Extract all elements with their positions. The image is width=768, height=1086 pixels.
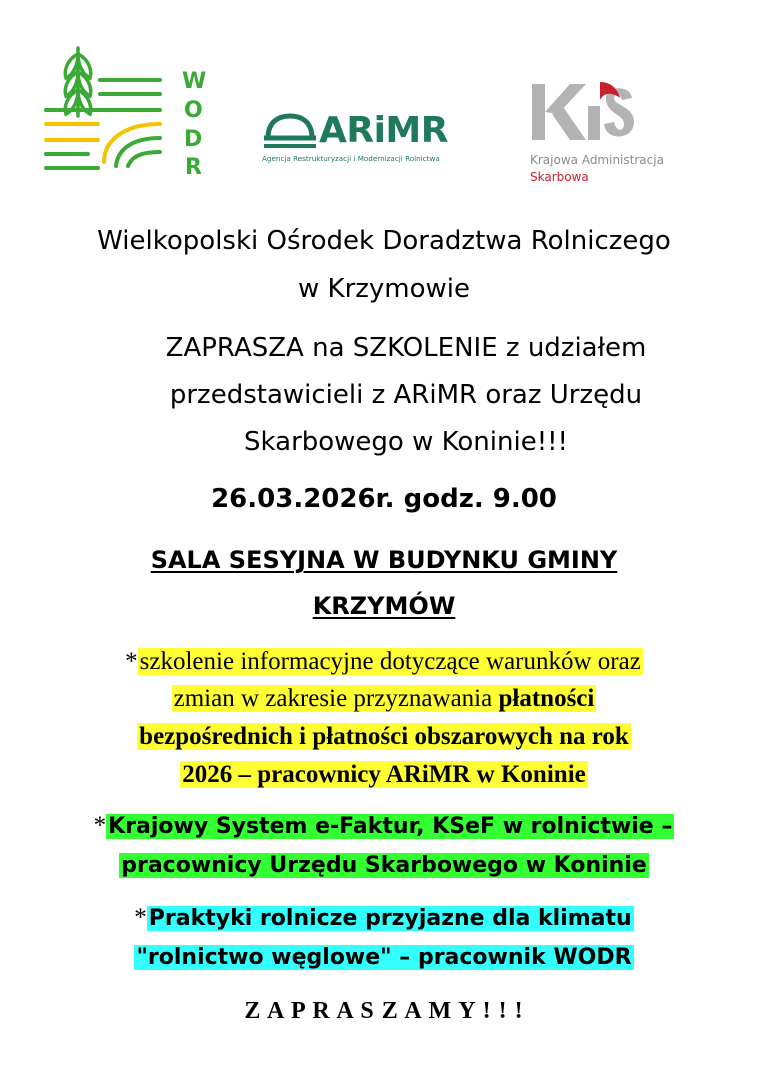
venue-line-2: KRZYMÓW bbox=[312, 592, 456, 620]
wodr-emblem-icon bbox=[42, 42, 217, 177]
arimr-wordmark: ARiMR bbox=[319, 110, 448, 151]
topic-2-text: Krajowy System e-Faktur, KSeF w rolnictwie – bbox=[108, 814, 673, 839]
topic-1-line-4 bbox=[0, 761, 768, 789]
topic-1-line-1 bbox=[0, 648, 768, 676]
kas-name-line1: Krajowa Administracja bbox=[530, 153, 664, 167]
invitation-line-1: ZAPRASZA na SZKOLENIE z udziałem bbox=[165, 333, 647, 363]
wodr-letter: O bbox=[184, 98, 203, 123]
topic-1-highlight: płatności bbox=[498, 685, 595, 712]
topic-1-text: bezpośrednich i płatności obszarowych na rok bbox=[139, 723, 629, 750]
topic-1-line-3 bbox=[0, 723, 768, 751]
topic-3-text: "rolnictwo węglowe" – pracownik WODR bbox=[136, 945, 632, 970]
topic-3-line-1 bbox=[0, 904, 768, 932]
invitation-line-2: przedstawicieli z ARiMR oraz Urzędu bbox=[169, 380, 643, 410]
arimr-emblem-icon bbox=[262, 108, 318, 152]
bullet: * bbox=[93, 812, 107, 839]
topic-1-text: szkolenie informacyjne dotyczące warunków oraz bbox=[139, 648, 641, 675]
bullet: * bbox=[134, 904, 147, 931]
wodr-letter: D bbox=[184, 127, 203, 152]
organizer-location: w Krzymowie bbox=[297, 274, 471, 304]
topic-3-line-2 bbox=[0, 945, 768, 970]
kas-logo bbox=[528, 78, 678, 188]
topic-1-line-2 bbox=[0, 685, 768, 713]
wodr-logo bbox=[42, 42, 217, 177]
event-date: 26.03.2026r. godz. 9.00 bbox=[211, 484, 557, 514]
topic-2-text: pracownicy Urzędu Skarbowego w Koninie bbox=[121, 853, 647, 878]
topic-2-line-2 bbox=[0, 853, 768, 878]
organizer-name: Wielkopolski Ośrodek Doradztwa Rolniczego bbox=[97, 226, 671, 256]
venue-line-1: SALA SESYJNA W BUDYNKU GMINY bbox=[150, 546, 618, 574]
arimr-subtitle: Agencja Restrukturyzacji i Modernizacji Rolnictwa bbox=[262, 154, 440, 163]
arimr-logo bbox=[262, 108, 462, 170]
bullet: * bbox=[125, 648, 138, 675]
topic-2-line-1 bbox=[0, 812, 768, 840]
invitation-line-3: Skarbowego w Koninie!!! bbox=[244, 427, 568, 457]
kas-name-line2: Skarbowa bbox=[530, 170, 589, 184]
topic-1-text: 2026 – pracownicy ARiMR w Koninie bbox=[182, 761, 586, 788]
topic-1-text: zmian w zakresie przyznawania bbox=[173, 685, 499, 712]
kas-emblem-icon bbox=[528, 78, 638, 148]
topic-3-text: Praktyki rolnicze przyjazne dla klimatu bbox=[148, 906, 632, 931]
closing-invitation: Z A P R A S Z A M Y ! ! ! bbox=[244, 998, 524, 1024]
wodr-letter: W bbox=[182, 69, 207, 94]
wodr-letter: R bbox=[185, 155, 202, 177]
